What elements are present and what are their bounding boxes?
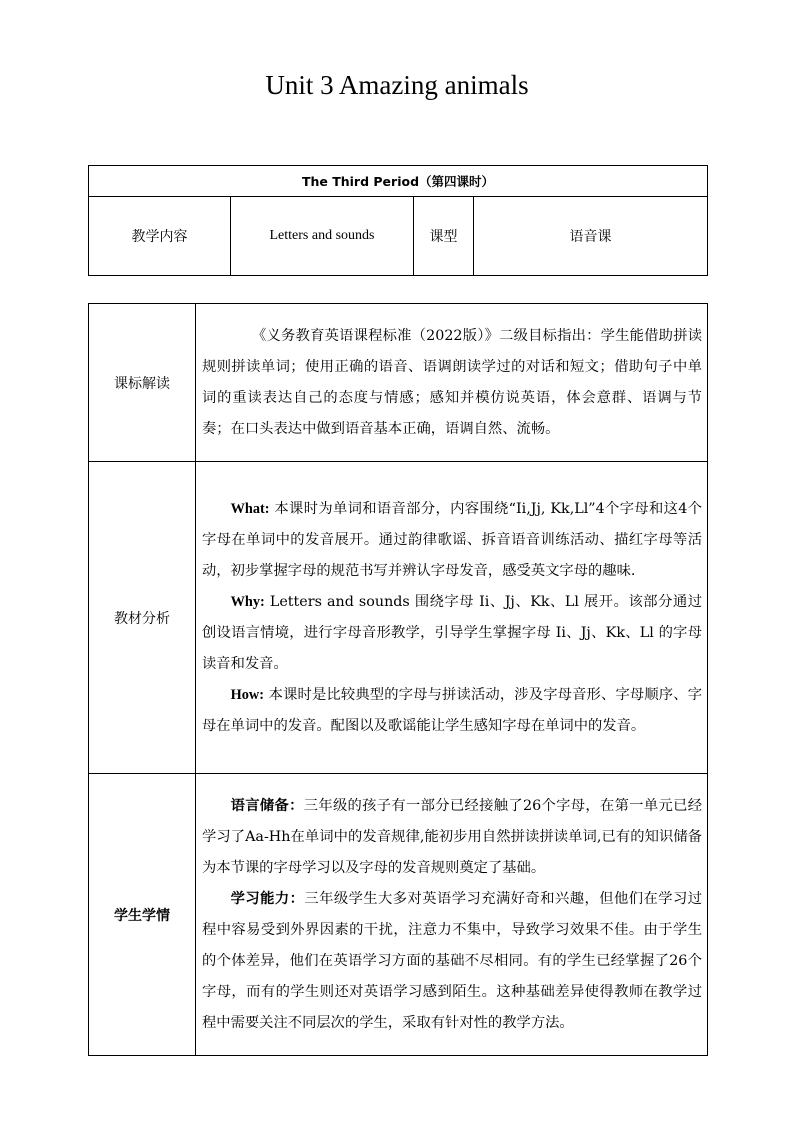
paragraph-lead: 语言储备：	[230, 797, 304, 814]
section-label: 教材分析	[89, 462, 196, 774]
section-body	[196, 304, 708, 462]
paragraph-text: Letters and sounds 围绕字母 Ii、Jj、Kk、Ll 展开。该部分通过创设语言情境，进行字母音形教学，引导学生掌握字母 Ii、Jj、Kk、Ll 的字母读音和发音。	[202, 593, 702, 672]
analysis-table	[88, 303, 708, 1056]
paragraph-text: 三年级的孩子有一部分已经接触了26个字母，在第一单元已经学习了Aa-Hh在单词中的发音规律,能初步用自然拼读拼读单词,已有的知识储备为本节课的字母学习以及字母的发音规则奠定了基础。	[202, 797, 702, 876]
paragraph-text: 本课时是比较典型的字母与拼读活动，涉及字母音形、字母顺序、字母在单词中的发音。配图以及歌谣能让学生感知字母在单词中的发音。	[202, 686, 702, 734]
paragraph	[202, 680, 702, 742]
type-value: 语音课	[474, 197, 708, 276]
paragraph-text: 本课时为单词和语音部分，内容围绕“Ii,Jj, Kk,Ll”4个字母和这4个字母在单词中的发音展开。通过韵律歌谣、拆音语音训练活动、描红字母等活动，初步掌握字母的规范书写并辨认字母发音，感受英文字母的趣味.	[202, 500, 702, 579]
content-label: 教学内容	[89, 197, 231, 276]
type-label: 课型	[414, 197, 474, 276]
section-body	[196, 774, 708, 1056]
section-label: 学生学情	[89, 774, 196, 1056]
period-header-table	[88, 165, 708, 276]
paragraph	[202, 791, 702, 884]
paragraph	[202, 587, 702, 680]
paragraph-lead: Why:	[230, 593, 265, 610]
paragraph-lead: What:	[230, 500, 270, 517]
period-title: The Third Period（第四课时）	[89, 166, 708, 197]
paragraph-lead: How:	[230, 686, 264, 703]
document-title: Unit 3 Amazing animals	[265, 70, 529, 100]
paragraph-text: 三年级学生大多对英语学习充满好奇和兴趣，但他们在学习过程中容易受到外界因素的干扰，注意力不集中，导致学习效果不佳。由于学生的个体差异，他们在英语学习方面的基础不尽相同。有的学生已经掌握了26个字母，而有的学生则还对英语学习感到陌生。这种基础差异使得教师在教学过程中需要关注不同层次的学生，采取有针对性的教学方法。	[202, 890, 703, 1031]
paragraph-text: 《义务教育英语课程标准（2022版）》二级目标指出：学生能借助拼读规则拼读单词；使用正确的语音、语调朗读学过的对话和短文；借助句子中单词的重读表达自己的态度与情感；感知并模仿说英语，体会意群、语调与节奏；在口头表达中做到语音基本正确，语调自然、流畅。	[202, 327, 702, 437]
section-label: 课标解读	[89, 304, 196, 462]
section-row	[89, 304, 708, 462]
paragraph-lead: 学习能力：	[230, 890, 305, 907]
section-row	[89, 774, 708, 1056]
paragraph	[202, 884, 702, 1039]
section-body	[196, 462, 708, 774]
section-row	[89, 462, 708, 774]
content-value: Letters and sounds	[231, 197, 414, 276]
paragraph	[202, 321, 702, 445]
paragraph	[202, 494, 702, 587]
